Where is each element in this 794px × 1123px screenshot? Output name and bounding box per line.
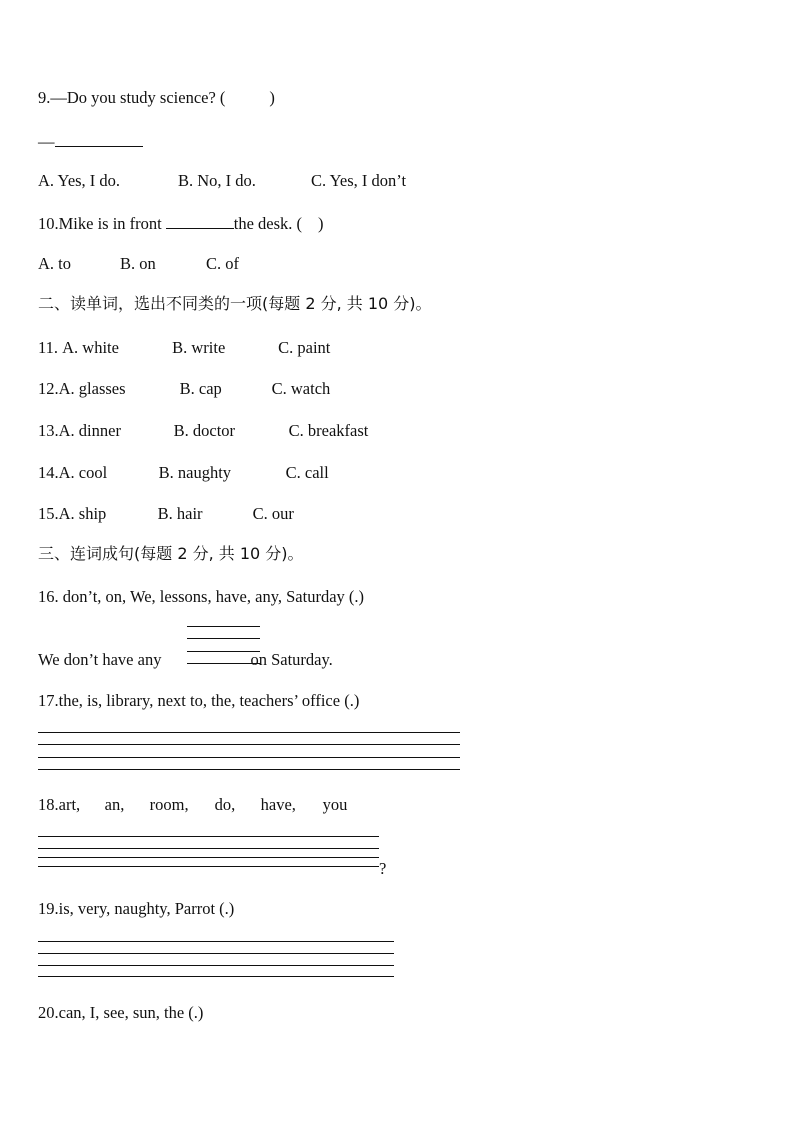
answer-line[interactable] <box>38 953 394 954</box>
option-b[interactable]: B. hair <box>157 504 203 523</box>
option-a[interactable]: A. ship <box>58 504 107 523</box>
question-number: 10. <box>38 214 59 233</box>
question-13 <box>38 421 368 441</box>
answer-line[interactable] <box>38 769 460 770</box>
word: art, <box>58 795 81 814</box>
option-a[interactable]: A. dinner <box>58 421 121 440</box>
answer-line[interactable] <box>38 857 379 858</box>
question-text-after: the desk. ( <box>233 214 303 233</box>
answer-line[interactable] <box>38 836 379 837</box>
option-c[interactable]: C. breakfast <box>288 421 369 440</box>
question-number: 12. <box>38 379 59 398</box>
answer-text-before: We don’t have any <box>38 650 162 669</box>
question-16 <box>38 587 364 607</box>
section-3-heading: 三、连词成句(每题 2 分, 共 10 分)。 <box>38 544 304 563</box>
answer-text-after: on Saturday. <box>250 650 333 669</box>
question-number: 11. <box>38 338 59 357</box>
question-9-options <box>38 171 406 191</box>
section-2-heading: 二、读单词，选出不同类的一项(每题 2 分, 共 10 分)。 <box>38 294 432 313</box>
option-c[interactable]: C. paint <box>278 338 331 357</box>
answer-line[interactable] <box>187 638 260 639</box>
question-14 <box>38 463 329 483</box>
question-text: —Do you study science? ( <box>50 88 226 107</box>
question-number: 16. <box>38 587 59 606</box>
answer-line[interactable] <box>38 866 379 867</box>
answer-line[interactable] <box>187 626 260 627</box>
question-18 <box>38 795 347 815</box>
option-a[interactable]: A. cool <box>58 463 108 482</box>
word: do, <box>214 795 236 814</box>
option-c[interactable]: C. Yes, I don’t <box>311 171 407 190</box>
option-c[interactable]: C. call <box>285 463 329 482</box>
question-10-options <box>38 254 239 274</box>
question-number: 13. <box>38 421 59 440</box>
option-c[interactable]: C. watch <box>271 379 331 398</box>
option-b[interactable]: B. on <box>120 254 156 273</box>
question-number: 14. <box>38 463 59 482</box>
bracket-close: ) <box>318 214 324 233</box>
question-17 <box>38 691 359 711</box>
question-11 <box>38 338 330 358</box>
answer-blank[interactable] <box>166 213 234 229</box>
option-b[interactable]: B. write <box>172 338 226 357</box>
question-number: 18. <box>38 795 59 814</box>
answer-blank[interactable] <box>55 131 143 147</box>
option-b[interactable]: B. cap <box>179 379 222 398</box>
word-list: don’t, on, We, lessons, have, any, Saturday (.) <box>62 587 365 606</box>
answer-line[interactable] <box>38 732 460 733</box>
option-b[interactable]: B. naughty <box>158 463 232 482</box>
answer-line[interactable] <box>38 848 379 849</box>
answer-line[interactable] <box>38 744 460 745</box>
word-list: the, is, library, next to, the, teachers’ office (.) <box>58 691 360 710</box>
option-a[interactable]: A. glasses <box>58 379 126 398</box>
option-b[interactable]: B. doctor <box>173 421 236 440</box>
answer-line[interactable] <box>38 757 460 758</box>
question-number: 20. <box>38 1003 59 1022</box>
option-a[interactable]: A. Yes, I do. <box>38 171 121 190</box>
question-number: 9. <box>38 88 51 107</box>
word: have, <box>260 795 296 814</box>
answer-line[interactable] <box>38 965 394 966</box>
option-c[interactable]: C. our <box>252 504 294 523</box>
question-number: 15. <box>38 504 59 523</box>
word-list: can, I, see, sun, the (.) <box>58 1003 204 1022</box>
question-19 <box>38 899 234 919</box>
answer-line[interactable] <box>38 976 394 977</box>
question-9-answer-line <box>38 131 143 152</box>
word-list: is, very, naughty, Parrot (.) <box>58 899 235 918</box>
option-a[interactable]: A. white <box>62 338 119 357</box>
word: you <box>322 795 348 814</box>
option-c[interactable]: C. of <box>206 254 239 273</box>
question-20 <box>38 1003 203 1023</box>
question-mark: ? <box>379 859 387 878</box>
answer-line[interactable] <box>38 941 394 942</box>
question-16-answer <box>38 650 333 670</box>
word: room, <box>149 795 189 814</box>
question-number: 19. <box>38 899 59 918</box>
option-a[interactable]: A. to <box>38 254 71 273</box>
question-9 <box>38 88 275 108</box>
question-number: 17. <box>38 691 59 710</box>
option-b[interactable]: B. No, I do. <box>178 171 256 190</box>
bracket-close: ) <box>269 88 275 107</box>
question-12 <box>38 379 330 399</box>
word: an, <box>104 795 125 814</box>
answer-dash: — <box>38 132 55 151</box>
question-text-before: Mike is in front <box>58 214 162 233</box>
question-10 <box>38 213 324 234</box>
question-15 <box>38 504 294 524</box>
